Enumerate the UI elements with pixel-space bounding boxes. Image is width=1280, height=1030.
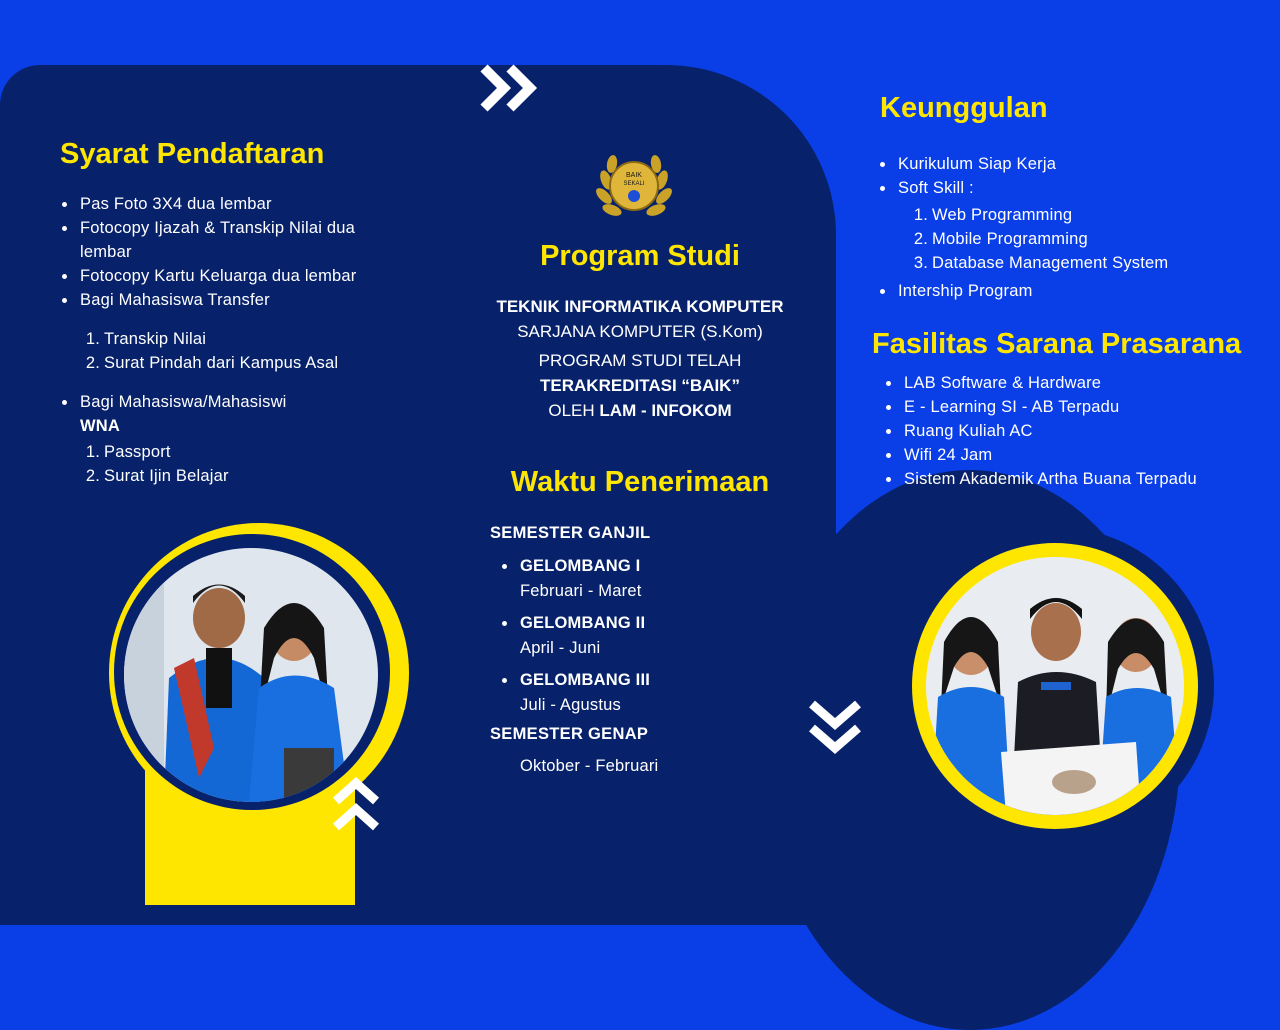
list-item: 1. Transkip Nilai bbox=[85, 330, 207, 348]
list-item: LAB Software & Hardware bbox=[882, 371, 1252, 395]
list-item: GELOMBANG I Februari - Maret bbox=[498, 554, 758, 604]
syarat-list bbox=[58, 192, 408, 312]
keunggulan-list bbox=[876, 152, 1216, 200]
gelombang-list bbox=[498, 554, 758, 718]
double-chevron-up-icon bbox=[330, 775, 382, 837]
waktu-title: Waktu Penerimaan bbox=[510, 466, 770, 498]
laurel-badge-icon bbox=[592, 144, 676, 228]
list-item: Fotocopy Ijazah & Transkip Nilai dua lembar bbox=[58, 216, 408, 264]
list-item: Bagi Mahasiswa Transfer bbox=[58, 288, 408, 312]
semester-ganjil-label: SEMESTER GANJIL bbox=[490, 524, 651, 542]
program-name: TEKNIK INFORMATIKA KOMPUTER bbox=[496, 297, 784, 316]
list-item: Intership Program bbox=[876, 279, 1216, 303]
soft-skill-list bbox=[910, 203, 1168, 275]
semester-genap-label: SEMESTER GENAP bbox=[490, 725, 649, 743]
list-item: Pas Foto 3X4 dua lembar bbox=[58, 192, 408, 216]
wna-label: Bagi Mahasiswa/Mahasiswi bbox=[80, 393, 287, 411]
list-item: 1. Passport bbox=[85, 443, 171, 461]
accreditation-line2: TERAKREDITASI “BAIK” bbox=[540, 376, 740, 395]
accreditation-line1: PROGRAM STUDI TELAH bbox=[538, 351, 742, 370]
list-item: Sistem Akademik Artha Buana Terpadu bbox=[882, 467, 1252, 491]
list-item: GELOMBANG II April - Juni bbox=[498, 611, 758, 661]
list-item: Soft Skill : bbox=[876, 176, 1216, 200]
list-item: Ruang Kuliah AC bbox=[882, 419, 1252, 443]
wna-doc-list bbox=[82, 440, 229, 488]
program-details bbox=[460, 294, 820, 423]
program-degree: SARJANA KOMPUTER (S.Kom) bbox=[517, 322, 763, 341]
double-chevron-down-icon bbox=[806, 696, 864, 758]
fasilitas-list bbox=[882, 371, 1252, 491]
keunggulan-title: Keunggulan bbox=[880, 92, 1048, 124]
double-chevron-right-icon bbox=[478, 62, 540, 114]
badge-text-line2: SEKALI bbox=[623, 181, 645, 187]
right-students-photo bbox=[926, 557, 1184, 815]
syarat-title: Syarat Pendaftaran bbox=[60, 138, 325, 170]
list-item: Wifi 24 Jam bbox=[882, 443, 1252, 467]
list-item: Fotocopy Kartu Keluarga dua lembar bbox=[58, 264, 408, 288]
navy-bottom-fill bbox=[0, 760, 960, 920]
list-item bbox=[58, 390, 378, 438]
transfer-list bbox=[82, 327, 338, 375]
left-students-photo bbox=[124, 548, 378, 802]
badge-text-line1: BAIK bbox=[626, 172, 642, 179]
list-item: 2. Surat Ijin Belajar bbox=[85, 467, 229, 485]
fasilitas-title: Fasilitas Sarana Prasarana bbox=[872, 328, 1242, 360]
list-item: 3. Database Management System bbox=[913, 254, 1169, 272]
semester-genap-period: Oktober - Februari bbox=[520, 757, 659, 775]
program-title: Program Studi bbox=[540, 240, 740, 272]
list-item: 2. Mobile Programming bbox=[913, 230, 1088, 248]
wna-label-bold: WNA bbox=[80, 417, 121, 435]
keunggulan-list-extra bbox=[876, 279, 1216, 303]
list-item: E - Learning SI - AB Terpadu bbox=[882, 395, 1252, 419]
wna-list bbox=[58, 390, 378, 438]
list-item: 1. Web Programming bbox=[913, 206, 1073, 224]
list-item: 2. Surat Pindah dari Kampus Asal bbox=[85, 354, 339, 372]
accreditation-line3: OLEH LAM - INFOKOM bbox=[548, 401, 732, 420]
list-item: GELOMBANG III Juli - Agustus bbox=[498, 668, 758, 718]
list-item: Kurikulum Siap Kerja bbox=[876, 152, 1216, 176]
